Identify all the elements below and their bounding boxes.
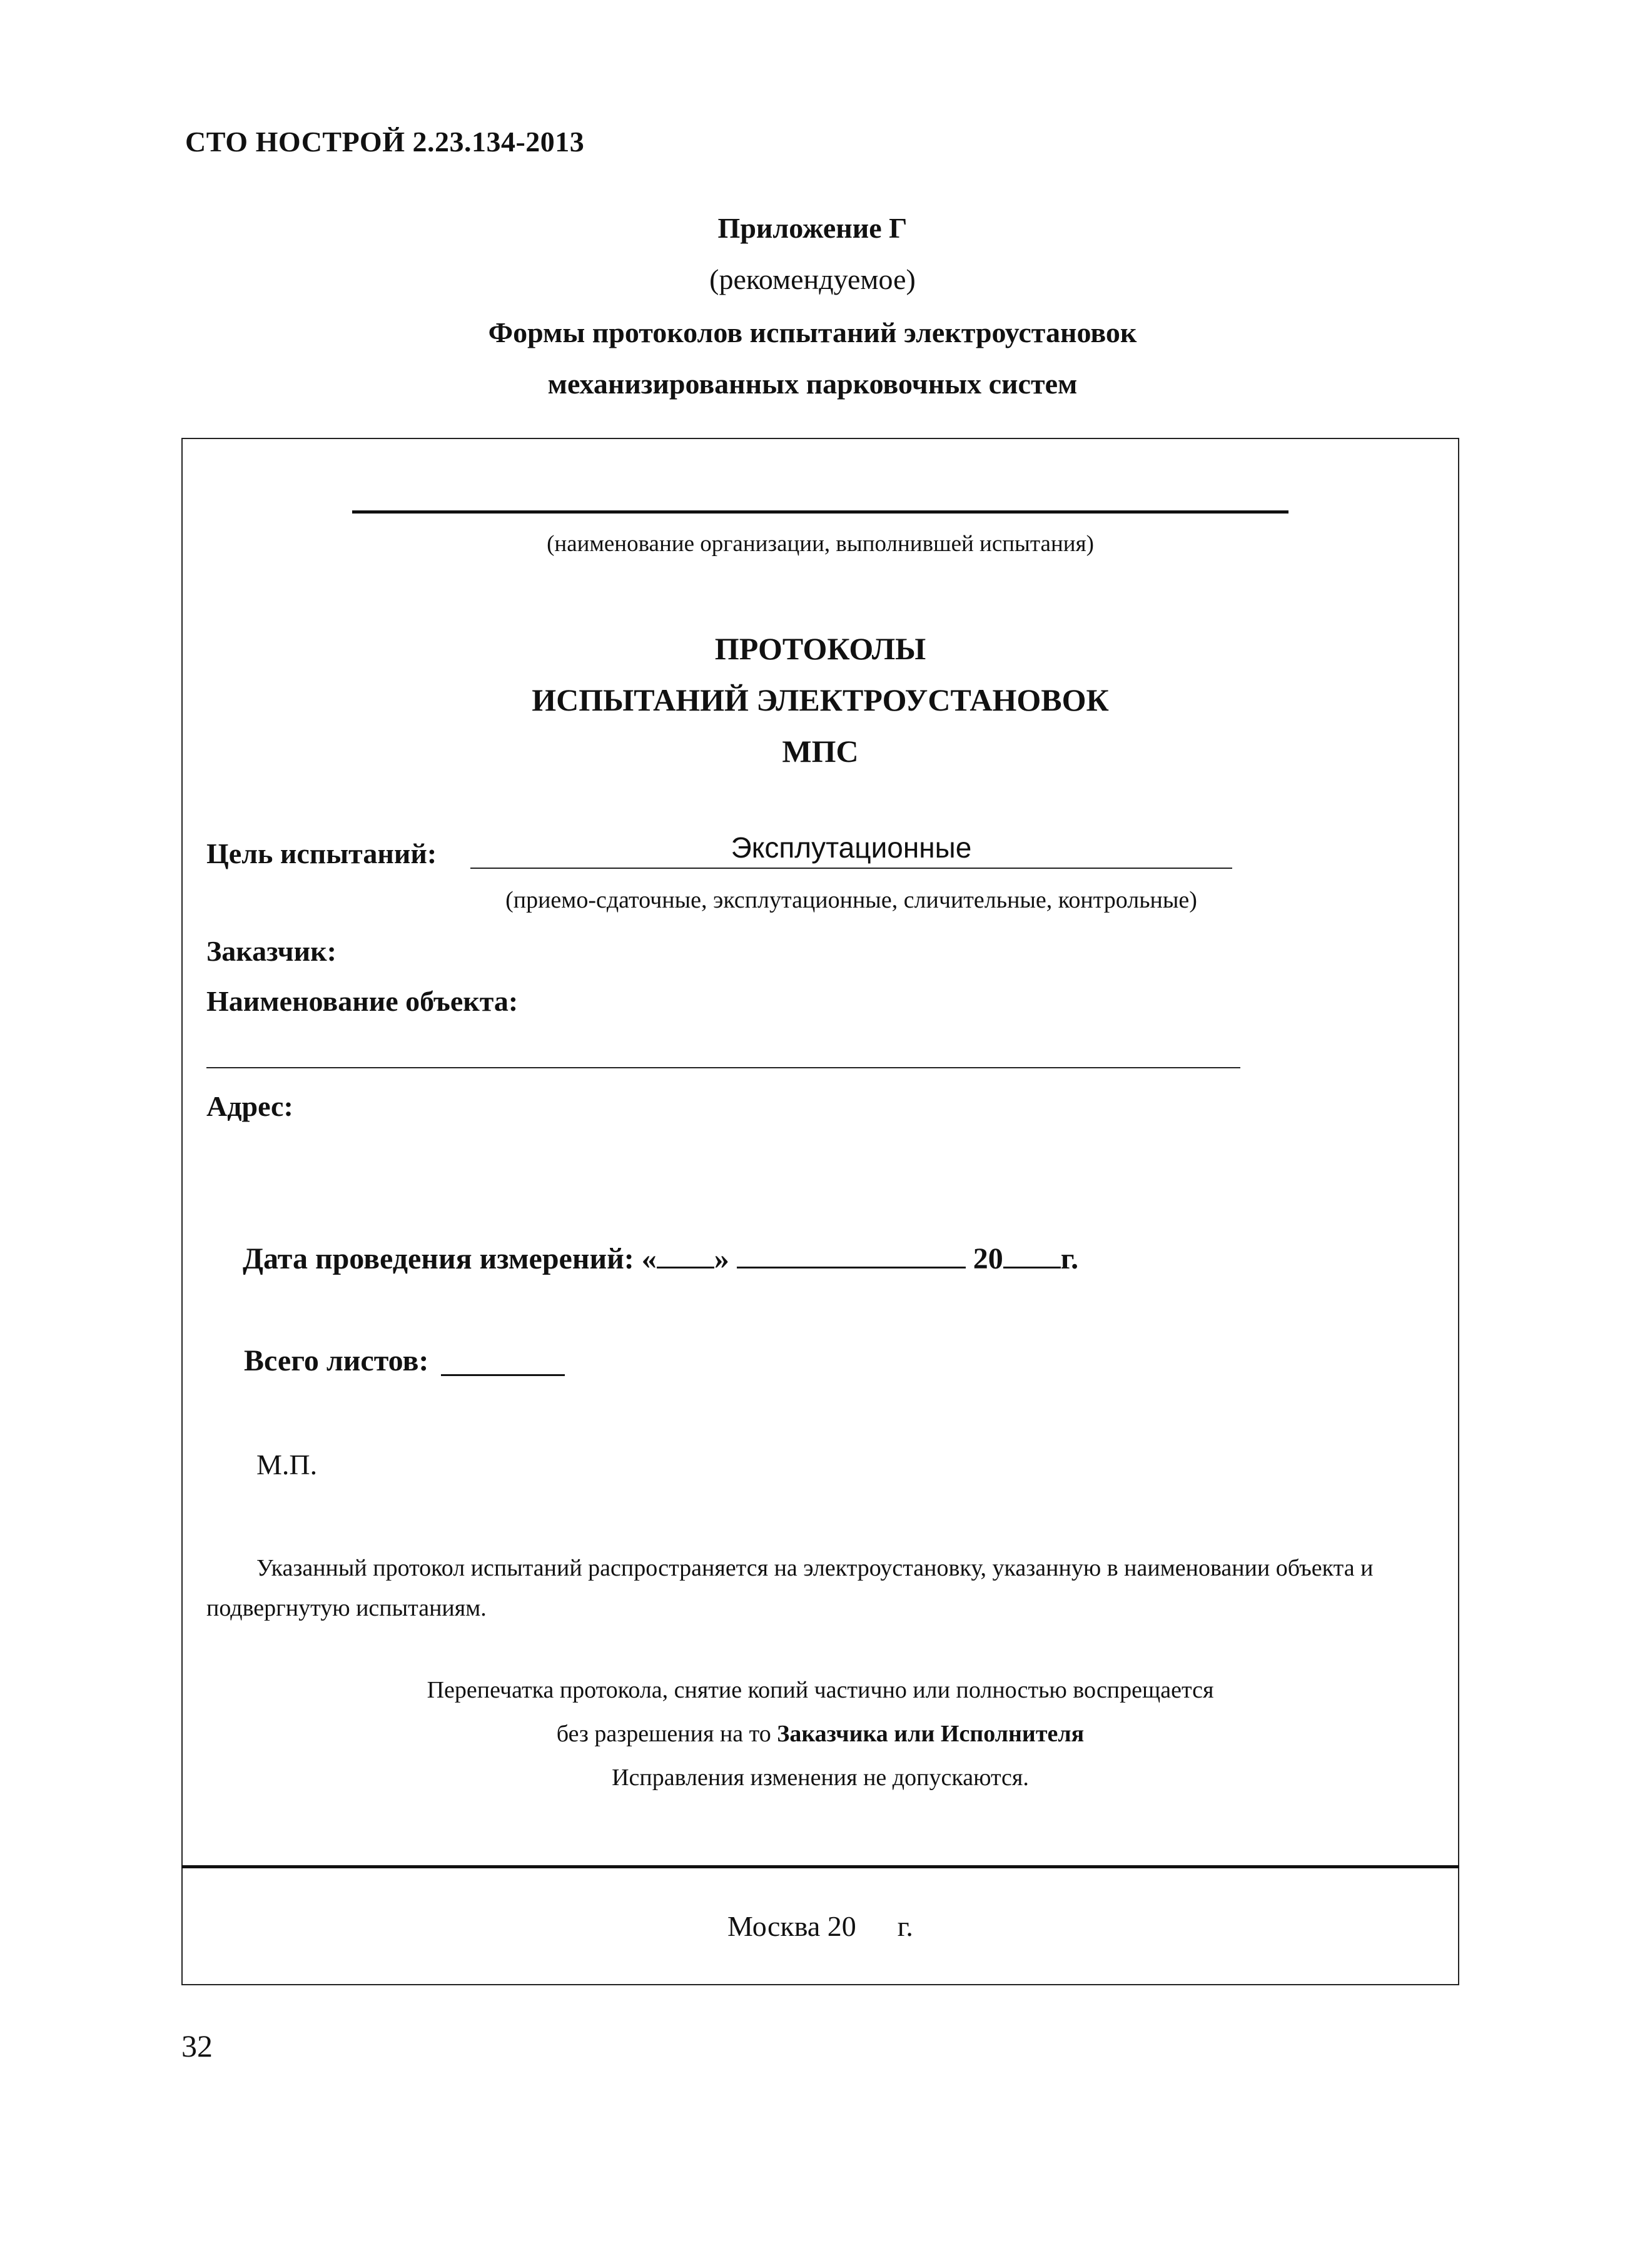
city-suffix: г. — [897, 1910, 913, 1942]
test-goal-line — [470, 868, 1232, 869]
day-blank — [657, 1242, 714, 1268]
scope-notice: Указанный протокол испытаний распространяется на электроустановку, указанную в наименовании объекта и подвергнутую испытаниям. — [206, 1555, 1374, 1621]
forms-title-line2: механизированных парковочных систем — [547, 368, 1078, 400]
protocol-title-line1: ПРОТОКОЛЫ — [714, 631, 926, 666]
total-sheets-line — [441, 1374, 565, 1376]
object-name-label: Наименование объекта: — [206, 985, 519, 1017]
test-goal-caption: (приемо-сдаточные, эксплутационные, сличительные, контрольные) — [505, 887, 1197, 913]
customer-label: Заказчик: — [206, 935, 337, 967]
form-separator-line — [181, 1865, 1459, 1868]
test-goal-value: Эксплутационные — [731, 831, 972, 864]
reprint-notice-plain: без разрешения на то — [556, 1721, 777, 1747]
year-prefix: 20 — [973, 1242, 1003, 1275]
reprint-notice-line1: Перепечатка протокола, снятие копий частично или полностью воспрещается — [427, 1677, 1214, 1703]
document-code: СТО НОСТРОЙ 2.23.134-2013 — [185, 126, 585, 158]
measurement-date-row — [243, 1242, 1078, 1276]
reprint-notice-line2 — [181, 1720, 1459, 1748]
month-blank — [737, 1242, 966, 1268]
date-open-quote: « — [641, 1242, 657, 1275]
measurement-date-label: Дата проведения измерений: — [243, 1242, 634, 1275]
object-name-line — [206, 1067, 1240, 1068]
protocol-title-line3: МПС — [782, 734, 859, 769]
reprint-notice-line3: Исправления изменения не допускаются. — [612, 1764, 1029, 1791]
protocol-form-frame — [181, 438, 1459, 1985]
stamp-place: М.П. — [256, 1449, 318, 1481]
page-number: 32 — [181, 2028, 213, 2063]
organization-caption: (наименование организации, выполнившей испытания) — [547, 531, 1094, 557]
organization-name-line — [352, 510, 1288, 514]
year-blank — [1003, 1242, 1061, 1268]
forms-title-line1: Формы протоколов испытаний электроустановок — [488, 316, 1137, 348]
appendix-status: (рекомендуемое) — [709, 263, 916, 295]
year-suffix: г. — [1060, 1242, 1079, 1275]
protocol-title-line2: ИСПЫТАНИЙ ЭЛЕКТРОУСТАНОВОК — [532, 682, 1109, 717]
test-goal-label: Цель испытаний: — [206, 838, 437, 869]
total-sheets-label: Всего листов: — [244, 1344, 429, 1377]
reprint-notice-bold: Заказчика или Исполнителя — [777, 1721, 1085, 1747]
date-close-quote: » — [714, 1242, 729, 1275]
address-label: Адрес: — [206, 1090, 293, 1122]
city-year-row — [181, 1910, 1459, 1943]
city-prefix: Москва 20 — [727, 1910, 856, 1942]
appendix-title: Приложение Г — [717, 212, 908, 244]
